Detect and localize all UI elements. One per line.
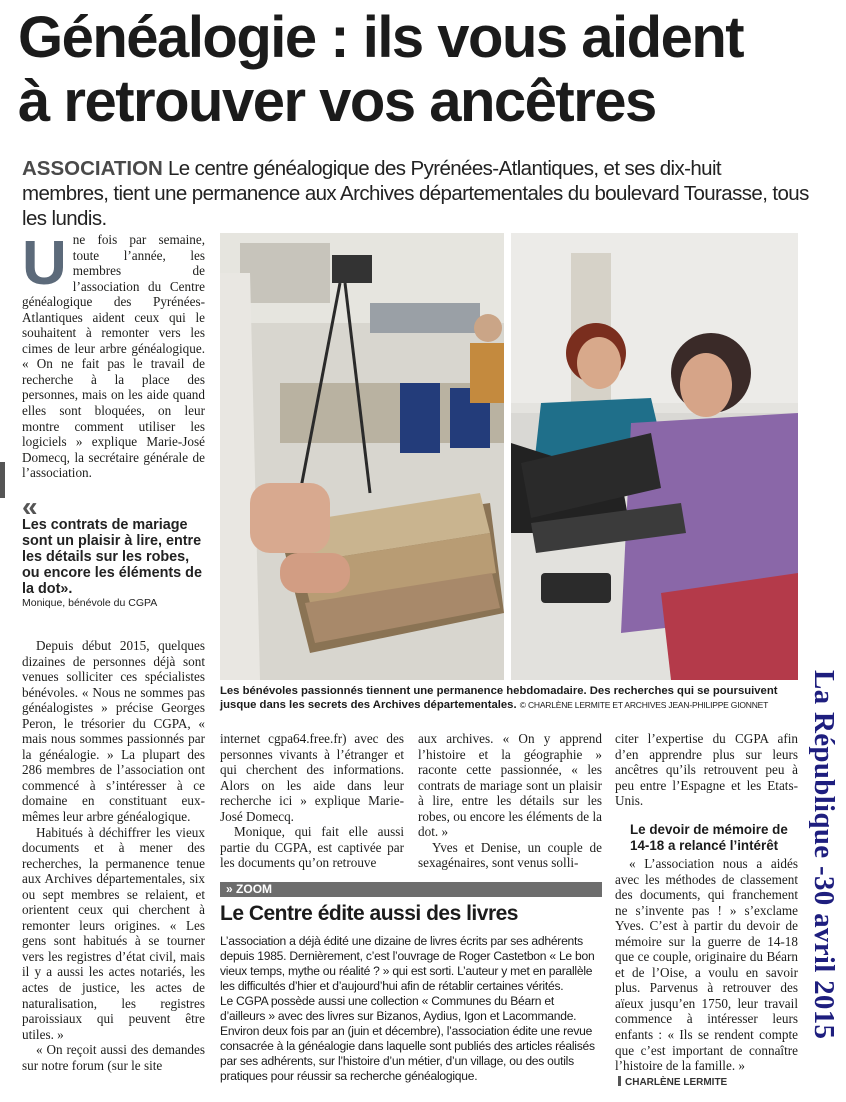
zoom-paragraph: L’association a déjà édité une dizaine de livres écrits par ses adhérents depuis 1985. Dernièrement, c’est l’ouvrage de Roger Castetbon « Le bon vieux temps, mythe ou réalité ? » qui est sorti. L’auteur y met en parallèle les difficultés d’hier et d’aujourd’hui afin de rétablir certaines vérités. [220, 934, 595, 993]
lead-paragraph [22, 156, 812, 231]
column-2 [220, 731, 404, 871]
zoom-title: Le Centre édite aussi des livres [220, 902, 518, 925]
source-stamp-text: La République -30 avril 2015 [808, 670, 840, 1040]
body-paragraph: internet cgpa64.free.fr) avec des personnes vivants à l’étranger et qui cherchent des informations. Alors on les aide dans leur recherche ici » explique Marie-José Domecq. [220, 731, 404, 824]
body-paragraph: citer l’expertise du CGPA afin d’en apprendre plus sur leurs ancêtres qu’ils retrouvent peu à peu entre l’Espagne et les Etats-Unis. [615, 731, 798, 809]
section-kicker: ASSOCIATION [22, 157, 163, 180]
intro-paragraph: ne fois par semaine, toute l’année, les membres de l’association du Centre généalogique des Pyrénées-Atlantiques aident ceux qui le souhaitent à remonter vers les cimes de leur arbre généalogique. « On ne fait pas le travail de recherche à la place des personnes, mais on les aide quand elles sont bloquées, on leur montre comment utiliser les logiciels » explique Marie-José Domecq, la secrétaire générale de l’association. [22, 232, 205, 481]
column-3 [418, 731, 602, 871]
body-paragraph: Depuis début 2015, quelques dizaines de personnes déjà sont venues solliciter ces spécialistes bénévoles. « Nous ne sommes pas généalogistes » précise Georges Peron, le trésorier du CGPA, « mais nous sommes passionnés par la généalogie. » La plupart des 286 membres de l’association ont commencé à s’intéresser à ce domaine en constituant eux-mêmes leur arbre généalogique. [22, 638, 205, 825]
lead-text: Le centre généalogique des Pyrénées-Atlantiques, et ses dix-huit membres, tient une permanence aux Archives départementales du boulevard Tourasse, tous les lundis. [22, 157, 809, 230]
headline [18, 6, 808, 134]
zoom-label: ZOOM [236, 882, 273, 896]
body-paragraph: « On reçoit aussi des demandes sur notre forum (sur le site [22, 1042, 205, 1073]
chevron-right-icon: » [226, 882, 233, 896]
source-stamp [802, 670, 844, 1090]
author-name: CHARLÈNE LERMITE [625, 1077, 728, 1088]
photo-credit: © CHARLÈNE LERMITE ET ARCHIVES JEAN-PHILIPPE GIONNET [519, 700, 769, 710]
caption-text: Les bénévoles passionnés tiennent une permanence hebdomadaire. Des recherches qui se poursuivent jusque dans les secrets des Archives départementales. [220, 685, 778, 711]
body-paragraph: Yves et Denise, un couple de sexagénaires, sont venus solli- [418, 839, 602, 871]
zoom-text [220, 934, 602, 1084]
body-paragraph: aux archives. « On y apprend l’histoire et la géographie » raconte cette passionnée, « les contrats de mariage sont un plaisir à lire, entre les détails sur les robes, ou encore les éléments de la dot. » [418, 731, 602, 840]
margin-marker [0, 462, 5, 498]
column-4 [615, 731, 798, 809]
drop-cap: U [22, 229, 67, 298]
zoom-paragraph: Environ deux fois par an (juin et décembre), l’association édite une revue consacrée à la généalogie dans laquelle sont publiés des articles réalisés par ses adhérents, sur l’histoire d’un métier, d’un village, ou des outils pratiques pour réussir sa recherche généalogique. [220, 1024, 595, 1083]
subheading: Le devoir de mémoire de 14-18 a relancé l’intérêt [630, 822, 788, 853]
column-4-body [615, 856, 798, 1074]
author-signature [618, 1076, 798, 1088]
pull-quote-block [22, 491, 202, 609]
pull-quote: Les contrats de mariage sont un plaisir à lire, entre les détails sur les robes, ou encore les éléments de la dot». [22, 517, 202, 597]
zoom-bar [220, 882, 602, 897]
photo-volunteers-computer [511, 233, 798, 680]
quote-mark: « [22, 491, 38, 522]
pull-quote-attribution: Monique, bénévole du CGPA [22, 597, 158, 609]
headline-line-2: à retrouver vos ancêtres [18, 69, 656, 134]
body-paragraph: « L’association nous a aidés avec les méthodes de classement des documents, qui franchement ne s’invente pas ! » s’exclame Yves. C’est à partir du devoir de mémoire sur la guerre de 14-18 que ce couple, originaire du Béarn et de l’Oise, a voulu en savoir plus. Parvenus à retrouver des aïeux jusqu’en 1750, leur travail commence à intéresser leurs enfants : « Ils se rendent compte que c’est important de connaître l’histoire de la famille. » [615, 856, 798, 1074]
body-paragraph: Habitués à déchiffrer les vieux documents et à mener des recherches, la permanence tenue aux Archives départementales, six ou sept membres se relaient, et orientent ceux qui cherchent à remonter leurs origines. « Les gens sont habitués à se tourner vers les registres d’état civil, mais il y a aussi les actes notariés, les actes de justice, les actes de naturalisation, les registres paroissiaux qui peuvent être utiles. » [22, 824, 205, 1042]
photo-caption [220, 684, 800, 712]
photo-archive-documents [220, 233, 504, 680]
column-1-intro [22, 229, 205, 481]
signature-bar [618, 1076, 621, 1086]
zoom-paragraph: Le CGPA possède aussi une collection « Communes du Béarn et d’ailleurs » avec des livres sur Bizanos, Aydius, Igon et Lacommande. [220, 994, 577, 1023]
headline-line-1: Généalogie : ils vous aident [18, 5, 744, 70]
body-paragraph: Monique, qui fait elle aussi partie du CGPA, est captivée par les documents qu’on retrouve [220, 824, 404, 871]
column-1-body [22, 638, 205, 1073]
